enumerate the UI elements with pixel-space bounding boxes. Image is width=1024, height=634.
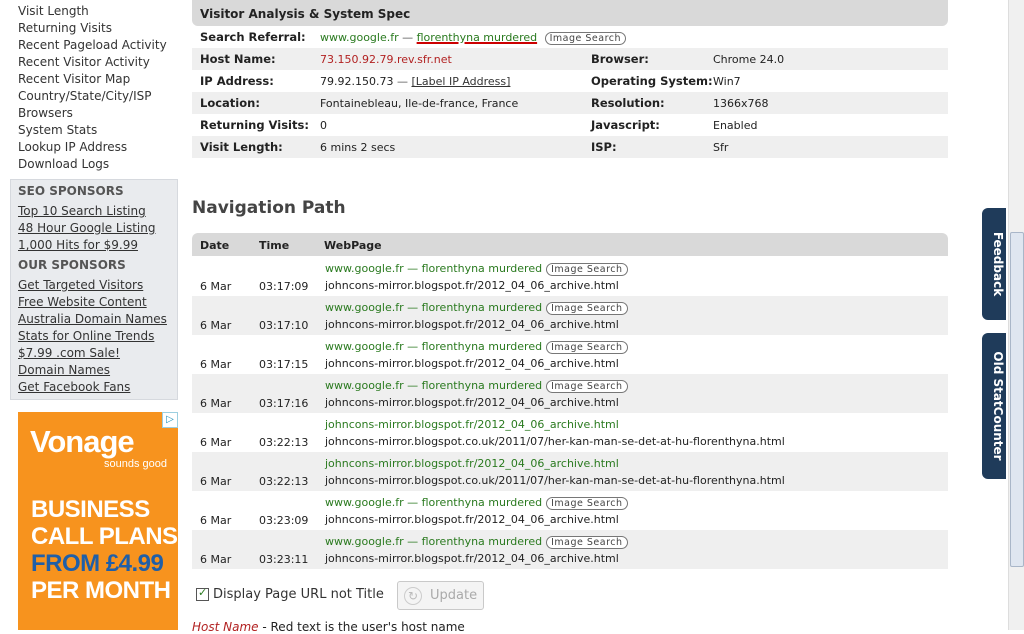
- our-sponsor-link[interactable]: $7.99 .com Sale!: [18, 346, 120, 360]
- row-date: 6 Mar: [200, 280, 232, 293]
- old-statcounter-tab[interactable]: [982, 333, 1006, 479]
- search-referral-label: Search Referral:: [200, 30, 306, 44]
- location-label: Location:: [200, 96, 260, 110]
- row-referrer-link[interactable]: www.google.fr — florenthyna murdered: [325, 535, 543, 548]
- row-referrer: [325, 535, 628, 549]
- table-row: [192, 491, 948, 530]
- length-row: [192, 136, 948, 158]
- row-webpage[interactable]: johncons-mirror.blogspot.fr/2012_04_06_archive.html: [325, 318, 619, 331]
- row-referrer: [325, 262, 628, 276]
- browser-value: Chrome 24.0: [713, 53, 785, 66]
- location-value: Fontainebleau, Ile-de-france, France: [320, 97, 519, 110]
- javascript-label: Javascript:: [591, 118, 660, 132]
- row-referrer: [325, 457, 619, 470]
- row-time: 03:22:13: [259, 436, 309, 449]
- row-referrer-link[interactable]: www.google.fr — florenthyna murdered: [325, 379, 543, 392]
- row-referrer-link[interactable]: johncons-mirror.blogspot.fr/2012_04_06_archive.html: [325, 418, 619, 431]
- image-search-button[interactable]: Image Search: [546, 536, 627, 549]
- row-referrer: [325, 340, 628, 354]
- sidebar-nav-item[interactable]: Returning Visits: [18, 21, 113, 35]
- ad-body: [31, 496, 178, 604]
- row-referrer: [325, 496, 628, 510]
- row-time: 03:17:16: [259, 397, 309, 410]
- row-date: 6 Mar: [200, 553, 232, 566]
- table-row: [192, 296, 948, 335]
- seo-sponsor-link[interactable]: 1,000 Hits for $9.99: [18, 238, 138, 252]
- ad-line-1: BUSINESS: [31, 496, 150, 523]
- row-referrer-link[interactable]: www.google.fr — florenthyna murdered: [325, 496, 543, 509]
- table-row: [192, 374, 948, 413]
- os-label: Operating System:: [591, 74, 713, 88]
- referral-query[interactable]: florenthyna murdered: [416, 31, 538, 44]
- os-value: Win7: [713, 75, 741, 88]
- ip-value-wrap: [320, 75, 510, 88]
- image-search-button[interactable]: Image Search: [545, 32, 626, 45]
- table-row: [192, 530, 948, 569]
- location-row: [192, 92, 948, 114]
- image-search-button[interactable]: Image Search: [546, 302, 627, 315]
- search-referral-row: [192, 26, 948, 48]
- host-row: [192, 48, 948, 70]
- visitor-analysis-header: Visitor Analysis & System Spec: [192, 0, 948, 26]
- row-time: 03:22:13: [259, 475, 309, 488]
- row-webpage[interactable]: johncons-mirror.blogspot.fr/2012_04_06_archive.html: [325, 552, 619, 565]
- image-search-button[interactable]: Image Search: [546, 341, 627, 354]
- seo-sponsors-title: SEO SPONSORS: [18, 184, 124, 198]
- resolution-label: Resolution:: [591, 96, 665, 110]
- sidebar-nav-item[interactable]: Visit Length: [18, 4, 89, 18]
- sidebar-nav-item[interactable]: Download Logs: [18, 157, 110, 171]
- ad-line-3: FROM £4.99: [31, 550, 164, 577]
- row-date: 6 Mar: [200, 397, 232, 410]
- image-search-button[interactable]: Image Search: [546, 380, 627, 393]
- ad-tagline: sounds good: [104, 458, 167, 470]
- ip-dash: —: [396, 75, 412, 88]
- sidebar-nav: [18, 3, 167, 173]
- table-row: [192, 335, 948, 374]
- row-date: 6 Mar: [200, 514, 232, 527]
- ad-logo: Vonage: [30, 424, 134, 459]
- ip-label: IP Address:: [200, 74, 274, 88]
- row-referrer-link[interactable]: www.google.fr — florenthyna murdered: [325, 340, 543, 353]
- returning-row: [192, 114, 948, 136]
- row-time: 03:17:15: [259, 358, 309, 371]
- navpath-table-header: [192, 233, 948, 256]
- row-referrer: [325, 418, 619, 431]
- row-referrer: [325, 379, 628, 393]
- returning-value: 0: [320, 119, 327, 132]
- row-time: 03:17:09: [259, 280, 309, 293]
- image-search-button[interactable]: Image Search: [546, 263, 627, 276]
- row-referrer-link[interactable]: www.google.fr — florenthyna murdered: [325, 301, 543, 314]
- row-date: 6 Mar: [200, 475, 232, 488]
- table-row: [192, 413, 948, 452]
- visit-length-value: 6 mins 2 secs: [320, 141, 396, 154]
- row-webpage[interactable]: johncons-mirror.blogspot.co.uk/2011/07/her-kan-man-se-det-at-hu-florenthyna.html: [325, 435, 785, 448]
- our-sponsor-link[interactable]: Stats for Online Trends: [18, 329, 155, 343]
- label-ip-link[interactable]: [Label IP Address]: [411, 75, 511, 88]
- update-button[interactable]: [397, 581, 484, 610]
- table-row: [192, 452, 948, 491]
- col-date: Date: [200, 239, 230, 252]
- referral-domain[interactable]: www.google.fr: [320, 31, 399, 44]
- image-search-button[interactable]: Image Search: [546, 497, 627, 510]
- navigation-path-title: Navigation Path: [192, 198, 346, 218]
- vonage-ad[interactable]: [18, 412, 178, 630]
- update-label: Update: [430, 588, 478, 603]
- ip-row: [192, 70, 948, 92]
- feedback-tab[interactable]: [982, 208, 1006, 320]
- our-sponsor-link[interactable]: Free Website Content: [18, 295, 147, 309]
- sidebar-nav-item[interactable]: Recent Visitor Map: [18, 72, 131, 86]
- row-webpage[interactable]: johncons-mirror.blogspot.fr/2012_04_06_archive.html: [325, 357, 619, 370]
- legend-line: [192, 620, 465, 634]
- ip-value: 79.92.150.73: [320, 75, 394, 88]
- row-time: 03:17:10: [259, 319, 309, 332]
- row-webpage[interactable]: johncons-mirror.blogspot.fr/2012_04_06_archive.html: [325, 513, 619, 526]
- sidebar-nav-item[interactable]: Recent Pageload Activity: [18, 38, 167, 52]
- our-sponsor-link[interactable]: Get Facebook Fans: [18, 380, 131, 394]
- sidebar-nav-item[interactable]: Recent Visitor Activity: [18, 55, 150, 69]
- col-time: Time: [259, 239, 290, 252]
- isp-value: Sfr: [713, 141, 729, 154]
- display-url-checkbox[interactable]: [196, 588, 209, 601]
- javascript-value: Enabled: [713, 119, 758, 132]
- our-sponsor-link[interactable]: Australia Domain Names: [18, 312, 167, 326]
- sidebar-nav-item[interactable]: Browsers: [18, 106, 73, 120]
- sidebar-nav-item[interactable]: Lookup IP Address: [18, 140, 128, 154]
- ad-line-2: CALL PLANS: [31, 523, 178, 550]
- scrollbar[interactable]: [1008, 0, 1024, 630]
- row-time: 03:23:11: [259, 553, 309, 566]
- row-referrer: [325, 301, 628, 315]
- isp-label: ISP:: [591, 140, 617, 154]
- ad-line-4: PER MONTH: [31, 577, 171, 604]
- resolution-value: 1366x768: [713, 97, 769, 110]
- refresh-icon: ↻: [404, 587, 422, 605]
- our-sponsors-title: OUR SPONSORS: [18, 258, 126, 272]
- row-date: 6 Mar: [200, 358, 232, 371]
- legend-text: - Red text is the user's host name: [258, 620, 465, 634]
- scrollbar-thumb[interactable]: [1010, 232, 1024, 567]
- host-label: Host Name:: [200, 52, 276, 66]
- our-sponsor-link[interactable]: Get Targeted Visitors: [18, 278, 144, 292]
- row-referrer-link[interactable]: johncons-mirror.blogspot.fr/2012_04_06_archive.html: [325, 457, 619, 470]
- feedback-tab-label: Feedback: [991, 231, 1005, 297]
- row-date: 6 Mar: [200, 319, 232, 332]
- ad-choices-icon[interactable]: ▷: [162, 412, 178, 428]
- sidebar-nav-item[interactable]: Country/State/City/ISP: [18, 89, 152, 103]
- sponsor-box: [10, 179, 178, 400]
- returning-label: Returning Visits:: [200, 118, 309, 132]
- host-value: 73.150.92.79.rev.sfr.net: [320, 53, 452, 66]
- row-referrer-link[interactable]: www.google.fr — florenthyna murdered: [325, 262, 543, 275]
- sidebar: [0, 0, 186, 630]
- seo-sponsor-link[interactable]: 48 Hour Google Listing: [18, 221, 156, 235]
- old-statcounter-label: Old StatCounter: [991, 351, 1005, 461]
- row-time: 03:23:09: [259, 514, 309, 527]
- row-webpage[interactable]: johncons-mirror.blogspot.fr/2012_04_06_archive.html: [325, 279, 619, 292]
- sidebar-nav-item[interactable]: System Stats: [18, 123, 98, 137]
- display-url-label[interactable]: Display Page URL not Title: [213, 587, 384, 602]
- row-webpage[interactable]: johncons-mirror.blogspot.co.uk/2011/07/her-kan-man-se-det-at-hu-florenthyna.html: [325, 474, 785, 487]
- row-webpage[interactable]: johncons-mirror.blogspot.fr/2012_04_06_archive.html: [325, 396, 619, 409]
- table-row: [192, 257, 948, 296]
- seo-sponsor-link[interactable]: Top 10 Search Listing: [18, 204, 146, 218]
- row-date: 6 Mar: [200, 436, 232, 449]
- our-sponsor-link[interactable]: Domain Names: [18, 363, 111, 377]
- search-referral-value: [320, 31, 626, 45]
- visit-length-label: Visit Length:: [200, 140, 283, 154]
- referral-dash: —: [402, 31, 417, 44]
- col-webpage: WebPage: [324, 239, 382, 252]
- browser-label: Browser:: [591, 52, 649, 66]
- legend-host: Host Name: [192, 620, 259, 634]
